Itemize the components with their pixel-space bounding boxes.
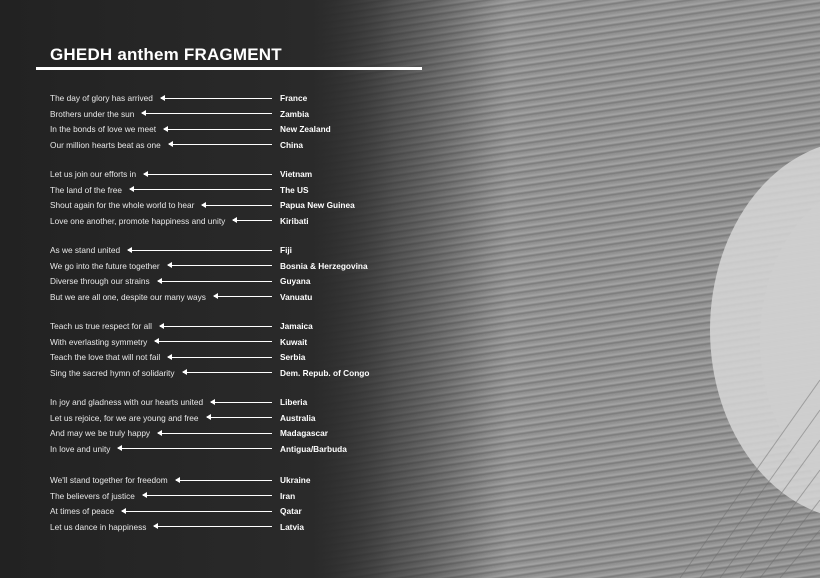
lyric-row [0,123,460,137]
country-name: China [280,139,304,150]
arrow-left-icon [183,372,272,373]
lyric-text: The land of the free [50,184,122,195]
arrow-left-icon [233,220,272,221]
lyric-text: Let us dance in happiness [50,521,147,532]
lyric-text: We go into the future together [50,260,160,271]
arrow-left-icon [161,98,272,99]
lyric-row [0,260,460,274]
country-name: Antigua/Barbuda [280,443,347,454]
lyric-row [0,320,460,334]
arrow-left-icon [118,448,272,449]
arrow-left-icon [158,281,272,282]
arrow-left-icon [128,250,272,251]
arrow-left-icon [142,113,272,114]
lyric-text: Let us rejoice, for we are young and free [50,412,199,423]
country-name: Papua New Guinea [280,200,355,210]
country-name: Madagascar [280,428,328,438]
lyric-row [0,108,460,122]
country-name: Qatar [280,506,302,516]
lyric-text: Love one another, promote happiness and unity [50,215,226,226]
lyric-row [0,168,460,182]
country-name: New Zealand [280,124,331,134]
lyric-row [0,215,460,229]
lyric-row [0,184,460,198]
lyric-text: We'll stand together for freedom [50,475,168,485]
country-name: Iran [280,490,296,501]
lyric-row [0,291,460,305]
lyric-text: Teach us true respect for all [50,321,152,331]
lyric-row [0,336,460,350]
country-name: Fiji [280,245,292,255]
arrow-left-icon [122,511,272,512]
lyric-text: In love and unity [50,443,111,454]
lyric-text: As we stand united [50,245,121,255]
arrow-left-icon [154,526,272,527]
lyric-text: In joy and gladness with our hearts united [50,397,204,407]
country-name: Liberia [280,397,308,407]
lyric-text: Diverse through our strains [50,276,150,286]
lyric-text: Let us join our efforts in [50,169,137,179]
country-name: Guyana [280,276,311,286]
country-name: Dem. Repub. of Congo [280,367,370,378]
lyric-row [0,396,460,410]
country-name: Vanuatu [280,291,313,302]
title-underline [36,67,422,70]
lyric-text: Shout again for the whole world to hear [50,200,195,210]
arrow-left-icon [207,417,272,418]
arrow-left-icon [160,326,272,327]
lyric-text: In the bonds of love we meet [50,124,157,134]
lyric-row [0,490,460,504]
lyric-text: Teach the love that will not fail [50,352,161,362]
country-name: Latvia [280,521,304,532]
lyric-text: Our million hearts beat as one [50,139,161,150]
country-name: Zambia [280,108,310,119]
lyric-row [0,351,460,365]
country-name: Kiribati [280,215,309,226]
lyric-row [0,199,460,213]
lyric-text: Brothers under the sun [50,108,135,119]
country-name: Serbia [280,352,306,362]
lyric-row [0,139,460,153]
lyric-text: But we are all one, despite our many ways [50,291,206,302]
arrow-left-icon [169,144,272,145]
lyric-row [0,412,460,426]
lyric-text: Sing the sacred hymn of solidarity [50,367,175,378]
arrow-left-icon [168,265,272,266]
arrow-left-icon [202,205,272,206]
arrow-left-icon [155,341,272,342]
arrow-left-icon [176,480,272,481]
lyric-text: And may we be truly happy [50,428,151,438]
lyric-text: The day of glory has arrived [50,93,153,103]
country-name: France [280,93,308,103]
arrow-left-icon [144,174,272,175]
lyric-row [0,367,460,381]
country-name: Kuwait [280,336,308,347]
country-name: Vietnam [280,169,313,179]
arrow-left-icon [168,357,272,358]
arrow-left-icon [130,189,272,190]
arrow-left-icon [211,402,272,403]
lyric-row [0,244,460,258]
lyric-row [0,474,460,488]
arrow-left-icon [143,495,272,496]
lyric-row [0,505,460,519]
country-name: Bosnia & Herzegovina [280,260,368,271]
lyric-row [0,521,460,535]
country-name: Australia [280,412,316,423]
lyric-row [0,92,460,106]
lyric-row [0,443,460,457]
lyric-text: The believers of justice [50,490,135,501]
arrow-left-icon [158,433,272,434]
lyric-text: With everlasting symmetry [50,336,148,347]
lyric-row [0,427,460,441]
country-name: Jamaica [280,321,313,331]
arrow-left-icon [214,296,272,297]
lyric-row [0,275,460,289]
page-title: GHEDH anthem FRAGMENT [50,45,282,64]
country-name: The US [280,184,309,195]
lyric-text: At times of peace [50,506,115,516]
arrow-left-icon [164,129,272,130]
country-name: Ukraine [280,475,311,485]
